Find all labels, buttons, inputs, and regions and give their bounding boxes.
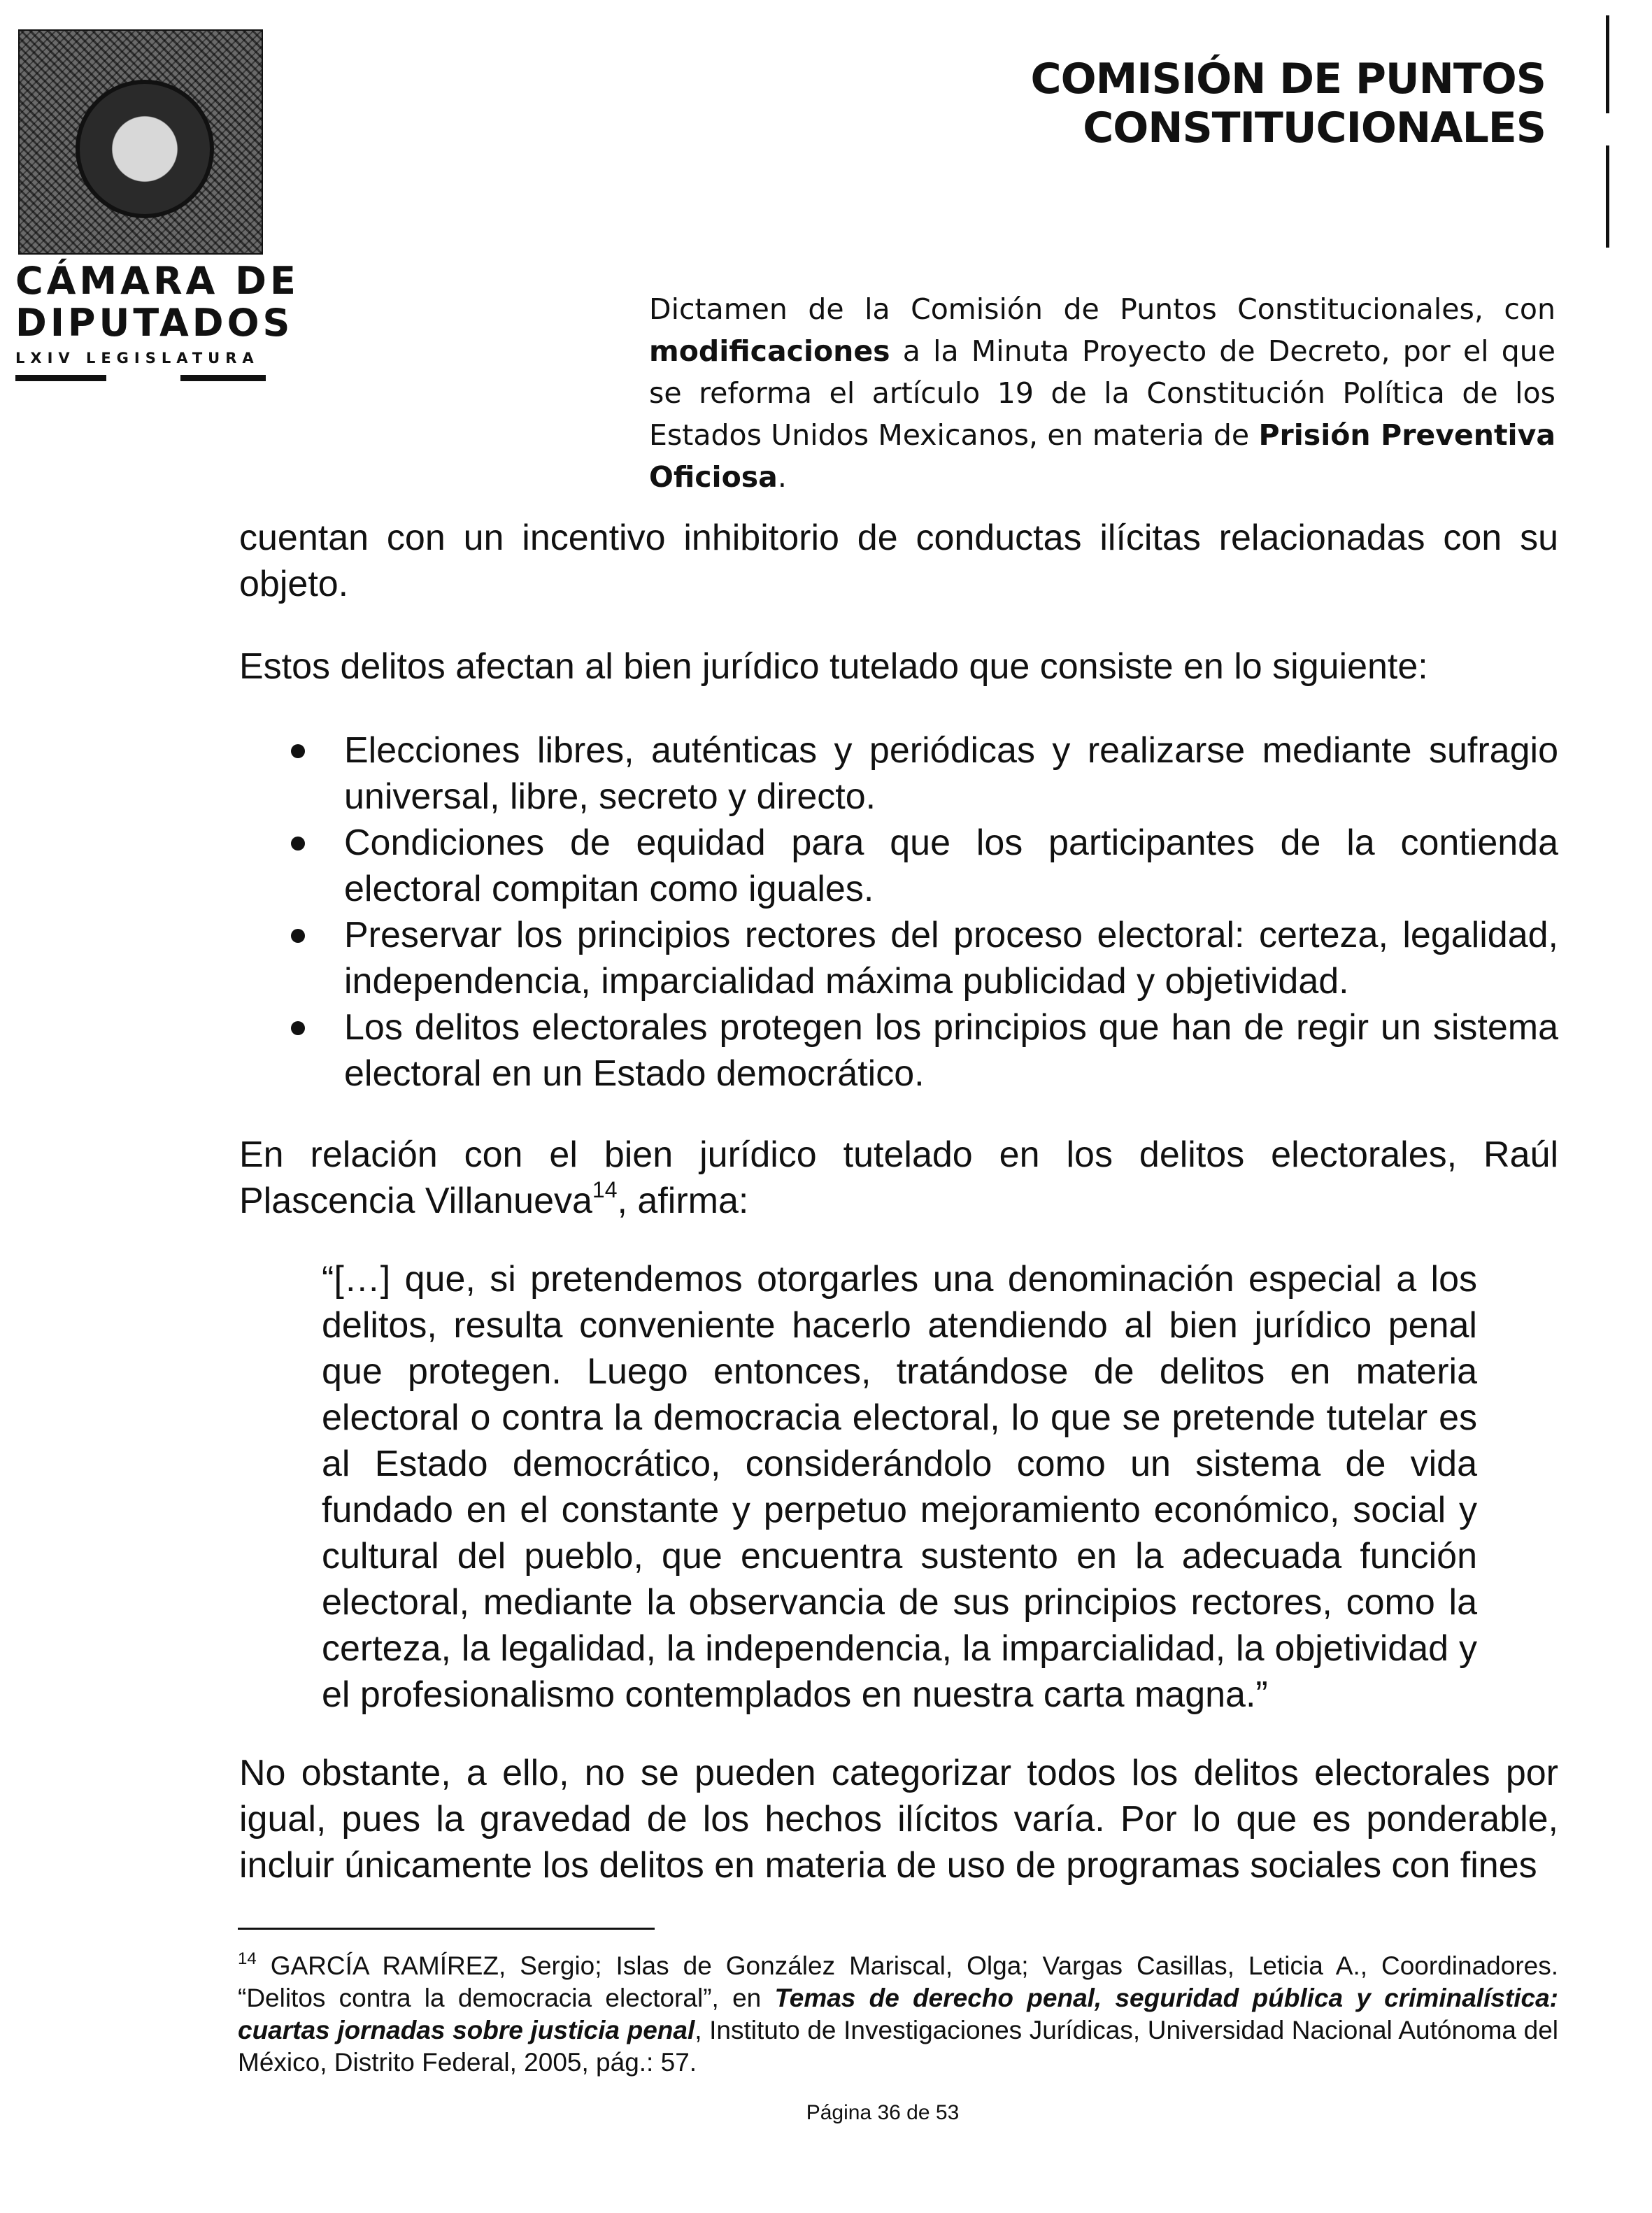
paragraph-text: , afirma:	[617, 1181, 749, 1221]
logo-line-legislatura: LXIV LEGISLATURA	[15, 350, 259, 367]
list-item	[239, 1004, 1558, 1097]
logo-rule-bars	[15, 375, 299, 387]
footnote-number: 14	[238, 1949, 257, 1968]
summary-bold-prision: Prisión Preventiva Oficiosa	[649, 418, 1555, 494]
list-item	[239, 820, 1558, 912]
page-number: Página 36 de 53	[806, 2101, 960, 2124]
list-item-text: Preservar los principios rectores del proceso electoral: certeza, legalidad, independencia, imparcialidad máxima publicidad y objetividad.	[344, 915, 1558, 1002]
list-item	[239, 912, 1558, 1004]
list-item-text: Elecciones libres, auténticas y periódicas y realizarse mediante sufragio universal, libre, secreto y directo.	[344, 730, 1558, 817]
bullet-icon	[291, 929, 305, 943]
footnote-text: , Instituto de Investigaciones Jurídicas, Universidad Nacional Autónoma del México, Distrito Federal, 2005, pág.: 57.	[238, 2016, 1558, 2077]
logo-bar-right	[180, 375, 266, 381]
list-item-text: Condiciones de equidad para que los participantes de la contienda electoral compitan como iguales.	[344, 823, 1558, 909]
summary-text: a la Minuta Proyecto de Decreto, por el que se reforma el artículo 19 de la Constitución Política de los Estados Unidos Mexicanos, en materia de	[649, 334, 1555, 452]
bullet-icon	[291, 744, 305, 758]
paragraph-no-obstante: No obstante, a ello, no se pueden categorizar todos los delitos electorales por igual, pues la gravedad de los hechos ilícitos varía. Por lo que es ponderable, incluir únicamente los delitos en materia de uso de programas sociales con fines	[239, 1753, 1558, 1886]
summary-text: Dictamen de la Comisión de Puntos Constitucionales, con	[649, 292, 1555, 326]
protected-interests-list	[239, 727, 1558, 1097]
summary-text: .	[777, 460, 787, 494]
paragraph-relacion	[239, 1132, 1558, 1224]
bullet-icon	[291, 837, 305, 851]
national-seal-icon	[76, 80, 214, 218]
bullet-icon	[291, 1021, 305, 1035]
margin-scan-line	[1606, 145, 1609, 248]
logo-bar-left	[15, 375, 106, 381]
chamber-logo-text	[15, 260, 299, 387]
camara-de-diputados-emblem	[18, 29, 263, 255]
logo-line-camara: CÁMARA DE	[15, 259, 299, 303]
paragraph-text: En relación con el bien jurídico tutelado en los delitos electorales, Raúl Plascencia Villanueva	[239, 1134, 1558, 1221]
commission-title: COMISIÓN DE PUNTOS CONSTITUCIONALES	[1030, 55, 1546, 152]
list-item	[239, 727, 1558, 820]
paragraph-estos-delitos: Estos delitos afectan al bien jurídico tutelado que consiste en lo siguiente:	[239, 646, 1428, 687]
block-quote: “[…] que, si pretendemos otorgarles una denominación especial a los delitos, resulta conveniente hacerlo atendiendo al bien jurídico penal que protegen. Luego entonces, tratándose de delitos en materia electoral o contra la democracia electoral, lo que se pretende tutelar es al Estado democrático, considerándolo como un sistema de vida fundado en el constante y perpetuo mejoramiento económico, social y cultural del pueblo, que encuentra sustento en la adecuada función electoral, mediante la observancia de sus principios rectores, como la certeza, la legalidad, la independencia, la imparcialidad, la objetividad y el profesionalismo contemplados en nuestra carta magna.”	[322, 1259, 1477, 1715]
summary-bold-modificaciones: modificaciones	[649, 334, 890, 368]
decree-summary	[649, 288, 1555, 498]
footnote-reference: 14	[592, 1176, 618, 1202]
footnote-separator	[238, 1928, 655, 1930]
list-item-text: Los delitos electorales protegen los principios que han de regir un sistema electoral en un Estado democrático.	[344, 1007, 1558, 1094]
footnote	[238, 1950, 1558, 2079]
footnote-text: GARCÍA RAMÍREZ, Sergio; Islas de González Mariscal, Olga; Vargas Casillas, Leticia A., Coordinadores. “Delitos contra la democracia electoral”, en	[238, 1951, 1558, 2012]
logo-line-diputados: DIPUTADOS	[15, 301, 294, 345]
margin-scan-line	[1606, 15, 1609, 113]
footnote-book-title: Temas de derecho penal, seguridad pública y criminalística: cuartas jornadas sobre justicia penal	[238, 1984, 1559, 2044]
paragraph-continued: cuentan con un incentivo inhibitorio de conductas ilícitas relacionadas con su objeto.	[239, 518, 1558, 604]
